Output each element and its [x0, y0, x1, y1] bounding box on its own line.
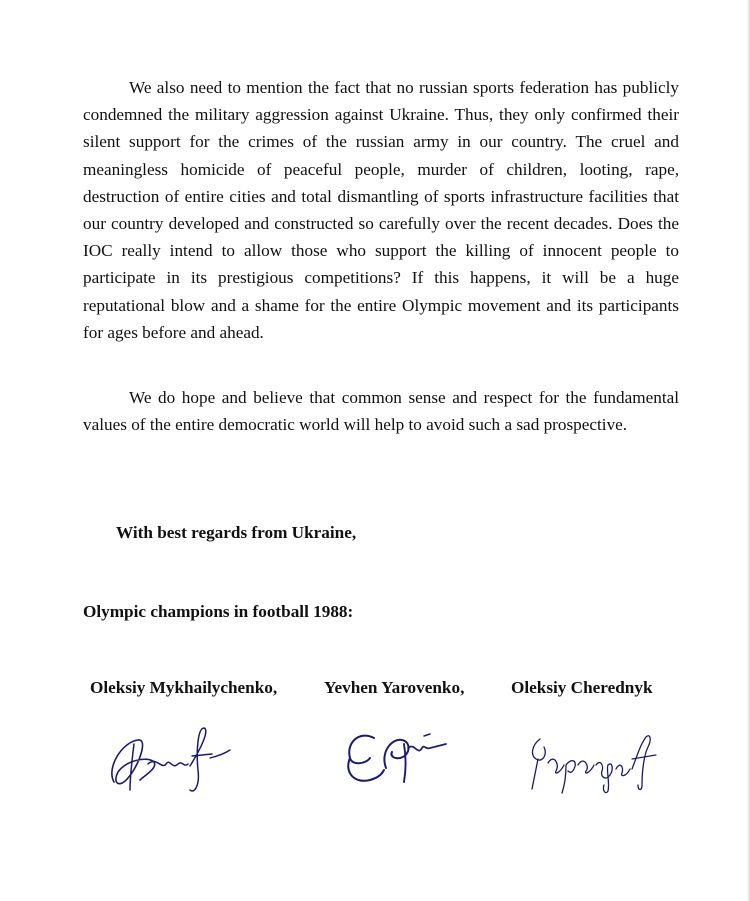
signature-cherednyk — [520, 725, 670, 795]
signatory-yarovenko: Yevhen Yarovenko, — [324, 678, 465, 697]
signatory-names — [83, 676, 679, 704]
body-paragraph-hope: We do hope and believe that common sense and respect for the fundamental values of the entire democratic world will help to avoid such a sad prospective. — [83, 388, 679, 435]
closing-regards: With best regards from Ukraine, — [116, 523, 357, 542]
signatory-cherednyk: Oleksiy Cherednyk — [511, 678, 653, 697]
signatories-heading: Olympic champions in football 1988: — [83, 602, 354, 621]
body-paragraph-condemnation: We also need to mention the fact that no russian sports federation has publicly condemned the military aggression against Ukraine. Thus, they only confirmed their silent support for the crimes of the russian army in our country. The cruel and meaningless homicide of peaceful people, murder of children, looting, rape, destruction of entire cities and total dismantling of sports infrastructure facilities that our country developed and constructed so carefully over the recent decades. Does the IOC really intend to allow those who support the killing of innocent people to participate in its prestigious competitions? If this happens, it will be a huge reputational blow and a shame for the entire Olympic movement and its participants for ages before and ahead. — [83, 78, 679, 342]
signature-yarovenko — [340, 722, 470, 792]
signatory-mykhailychenko: Oleksiy Mykhailychenko, — [90, 678, 278, 697]
signature-mykhailychenko — [100, 720, 235, 800]
